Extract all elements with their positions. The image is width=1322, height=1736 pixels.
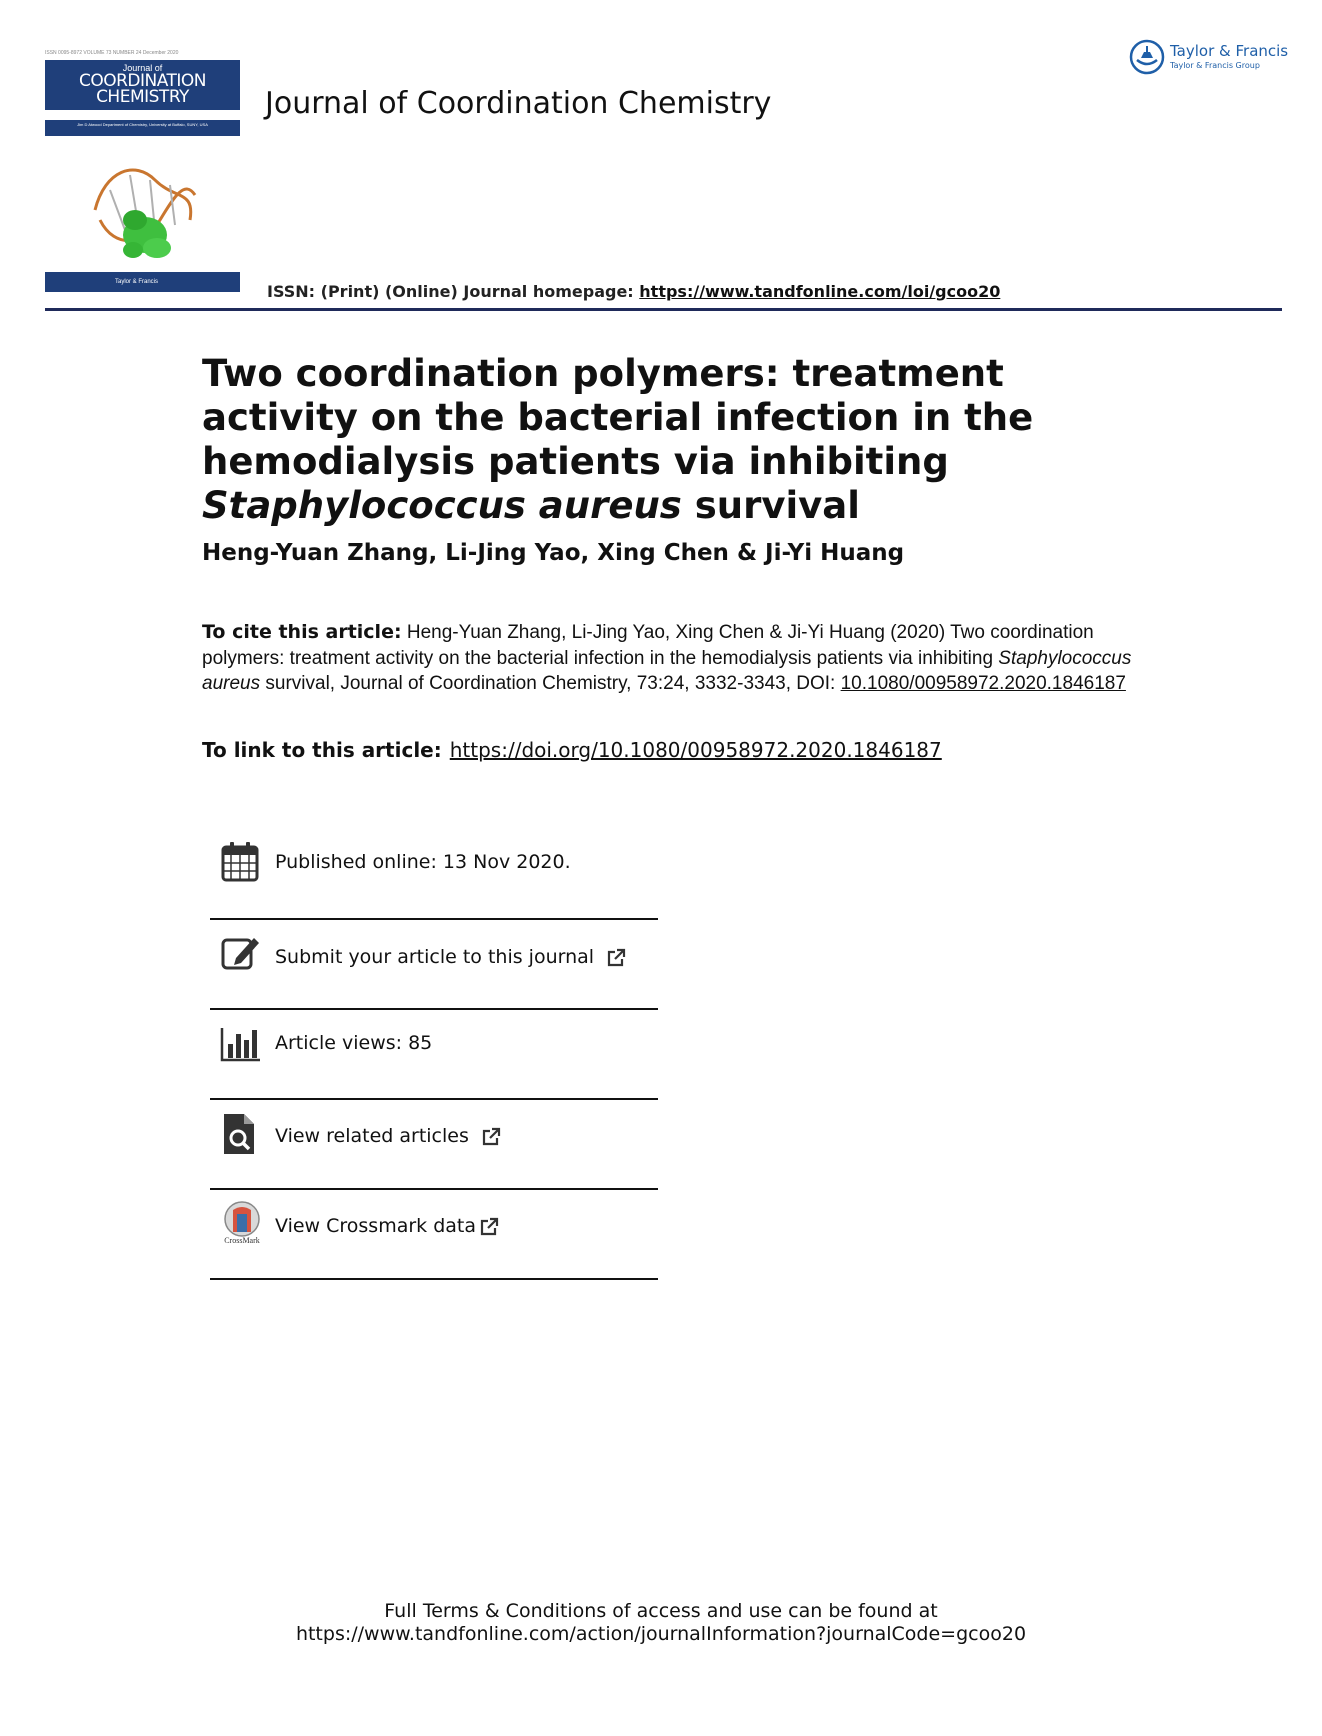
- cover-editor-band: Jim D Atwood Department of Chemistry, University at Buffalo, SUNY, USA: [45, 120, 240, 136]
- submit-article-link[interactable]: [275, 946, 626, 968]
- header-divider: [45, 308, 1282, 311]
- external-link-icon: [479, 1217, 499, 1237]
- cover-name-line1: COORDINATION: [78, 71, 207, 91]
- related-articles-text: View related articles: [275, 1125, 469, 1147]
- citation-block: [202, 620, 1132, 697]
- cover-small-text: ISSN 0095-8972 VOLUME 73 NUMBER 24 December 2020: [45, 50, 179, 56]
- molecule-illustration: [85, 150, 205, 265]
- issn-label: ISSN: (Print) (Online) Journal homepage:: [267, 282, 640, 301]
- cover-title-band: [45, 60, 240, 110]
- edit-icon: [220, 932, 260, 976]
- external-link-icon: [481, 1127, 501, 1147]
- taylor-francis-logo: [1128, 38, 1288, 78]
- citation-label: To cite this article:: [202, 621, 402, 643]
- issn-line: [267, 282, 1000, 301]
- article-doi-url[interactable]: https://doi.org/10.1080/00958972.2020.1846187: [449, 738, 942, 762]
- crossmark-caption: CrossMark: [224, 1236, 260, 1245]
- crossmark-link[interactable]: [275, 1215, 499, 1237]
- crossmark-icon: [220, 1200, 264, 1238]
- cover-name-line2: CHEMISTRY: [96, 87, 189, 107]
- publisher-group: Taylor & Francis Group: [1170, 61, 1260, 70]
- citation-text: Heng-Yuan Zhang, Li-Jing Yao, Xing Chen & Ji-Yi Huang (2020) Two coordination polymers: treatment activity on the bacterial infection in the hemodialysis patients via inhibiting: [202, 622, 1094, 669]
- citation-species: Staphylococcus aureus: [202, 647, 1132, 694]
- bar-chart-icon: [220, 1022, 260, 1066]
- info-divider: [210, 1008, 658, 1010]
- published-online-text: Published online: 13 Nov 2020.: [275, 851, 571, 873]
- publisher-name: Taylor & Francis: [1170, 42, 1289, 60]
- info-divider: [210, 1098, 658, 1100]
- info-divider: [210, 1188, 658, 1190]
- article-authors: Heng-Yuan Zhang, Li-Jing Yao, Xing Chen & Ji-Yi Huang: [202, 540, 905, 566]
- taylor-francis-emblem-icon: [1128, 38, 1166, 76]
- citation-text-end: survival, Journal of Coordination Chemistry, 73:24, 3332-3343, DOI:: [260, 673, 841, 694]
- footer-terms-text: Full Terms & Conditions of access and use can be found at: [384, 1600, 938, 1622]
- crossmark-text: View Crossmark data: [275, 1215, 477, 1237]
- article-title-species: Staphylococcus aureus: [202, 484, 682, 527]
- journal-title: Journal of Coordination Chemistry: [265, 86, 772, 121]
- article-link-line: [202, 738, 942, 762]
- calendar-icon: [220, 840, 260, 884]
- footer-terms-url[interactable]: https://www.tandfonline.com/action/journalInformation?journalCode=gcoo20: [295, 1623, 1027, 1645]
- journal-homepage-link[interactable]: https://www.tandfonline.com/loi/gcoo20: [639, 282, 1001, 301]
- article-title-end: survival: [681, 484, 860, 527]
- document-search-icon: [220, 1112, 260, 1156]
- article-link-label: To link to this article:: [202, 738, 442, 762]
- article-views-text: Article views: 85: [275, 1032, 433, 1054]
- info-divider: [210, 1278, 658, 1280]
- article-title: [202, 352, 1162, 528]
- external-link-icon: [606, 948, 626, 968]
- crossmark-badge: [220, 1200, 264, 1250]
- cover-publisher-band: Taylor & Francis: [45, 272, 240, 292]
- article-title-text: Two coordination polymers: treatment activity on the bacterial infection in the hemodialysis patients via inhibiting: [202, 352, 1034, 483]
- submit-article-text: Submit your article to this journal: [275, 946, 595, 968]
- related-articles-link[interactable]: [275, 1125, 501, 1147]
- info-divider: [210, 918, 658, 920]
- footer: [0, 1600, 1322, 1646]
- citation-doi-link[interactable]: 10.1080/00958972.2020.1846187: [840, 673, 1126, 694]
- journal-cover: [45, 50, 240, 293]
- published-online-row: [210, 838, 658, 927]
- cover-journal-of: Journal of: [122, 63, 163, 73]
